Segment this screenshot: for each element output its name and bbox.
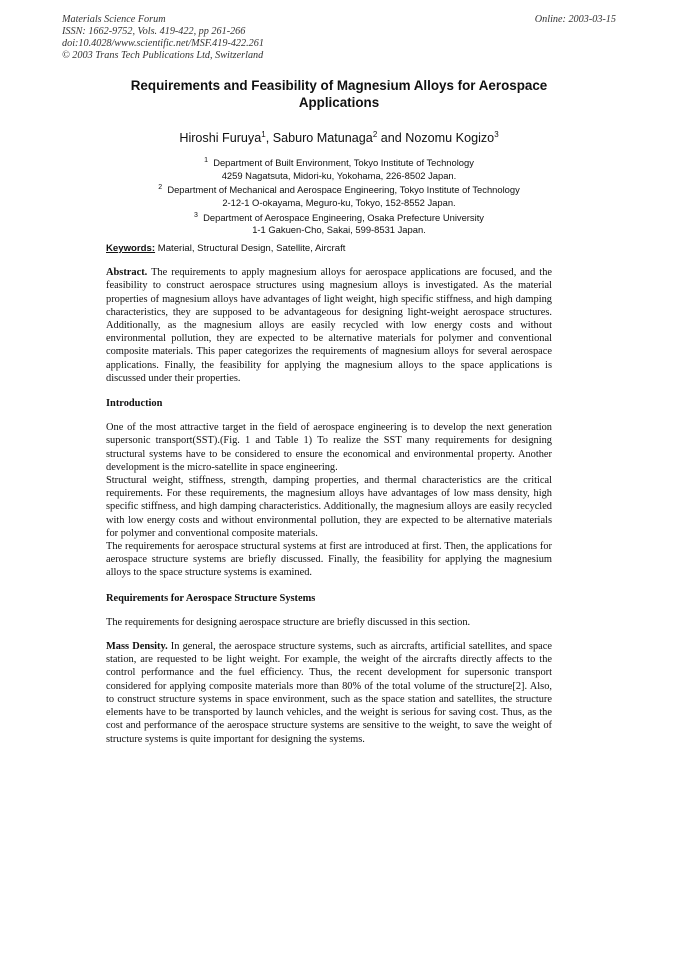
author-affil-mark: 1 bbox=[261, 130, 266, 139]
affiliation-dept bbox=[0, 182, 678, 197]
paper-body bbox=[106, 242, 552, 746]
journal-name: Materials Science Forum bbox=[62, 14, 166, 25]
section-heading-requirements: Requirements for Aerospace Structure Systems bbox=[106, 592, 316, 604]
mass-density-text: In general, the aerospace structure systems, such as aircrafts, artificial satellites, and space station, are requested to be light weight. For example, the weight of the aircrafts directly affects to the control performance and the fuel efficiency. Thus, the recent development for supersonic transport considered for applying composite materials more than 80% of the total volume of the structure[2]. Also, to construct structure systems in space environment, such as the space station and satellites, the structure elements have to be transported by launch vehicles, and the weight is serious for saving cost. Thus, as the cost and performance of the aerospace structure systems are sensitive to the weight, to save the weight of structure systems is quite important for designing the systems. bbox=[106, 641, 552, 745]
title-line-2: Applications bbox=[298, 95, 380, 110]
doi-line[interactable]: doi:10.4028/www.scientific.net/MSF.419-422.261 bbox=[62, 38, 264, 49]
affiliation-dept-text: Department of Aerospace Engineering, Osaka Prefecture University bbox=[203, 211, 484, 223]
author-list bbox=[0, 130, 678, 145]
affiliation-dept-text: Department of Built Environment, Tokyo Institute of Technology bbox=[213, 157, 474, 169]
journal-header bbox=[62, 14, 264, 62]
mass-density-label: Mass Density. bbox=[106, 641, 168, 653]
title-line-1: Requirements and Feasibility of Magnesium Alloys for Aerospace bbox=[130, 78, 548, 93]
affiliation-address: 1-1 Gakuen-Cho, Sakai, 599-8531 Japan. bbox=[252, 224, 426, 236]
issn-line: ISSN: 1662-9752, Vols. 419-422, pp 261-266 bbox=[62, 26, 246, 37]
affiliation-dept bbox=[0, 210, 678, 225]
intro-paragraph-1: One of the most attractive target in the field of aerospace engineering is to develop the next generation supersonic transport(SST).(Fig. 1 and Table 1) To realize the SST many requirements for designing structural systems have to be considered to ensure the economical and environmental property. Another development is the micro-satellite in space engineering. bbox=[106, 422, 552, 473]
intro-paragraph-2: Structural weight, stiffness, strength, damping properties, and thermal characteristics are the critical requirements. For these requirements, the magnesium alloys have advantages of low mass density, high specific stiffness, and high damping characteristics. Additionally, the magnesium alloys are easily recycled with low energy costs and without environmental pollution, they are expected to be alternative materials for polymer and conventional composite materials. bbox=[106, 475, 552, 539]
author-name: Hiroshi Furuya bbox=[179, 131, 262, 146]
author-name: Nozomu Kogizo bbox=[405, 131, 495, 146]
intro-paragraph-3: The requirements for aerospace structural systems at first are introduced at first. Then, the applications for aerospace structure systems are briefly discussed. Finally, the feasibility for applying the magnesium alloys to the space structure systems is examined. bbox=[106, 541, 552, 579]
paragraph-gap bbox=[106, 629, 552, 640]
abstract bbox=[106, 266, 552, 385]
section-heading-introduction: Introduction bbox=[106, 398, 163, 410]
author-separator: and bbox=[377, 131, 406, 146]
affiliation-number: 3 bbox=[194, 211, 198, 219]
affiliation-dept-text: Department of Mechanical and Aerospace Engineering, Tokyo Institute of Technology bbox=[167, 184, 520, 196]
author-affil-mark: 3 bbox=[494, 130, 499, 139]
keywords-label: Keywords: bbox=[106, 243, 156, 254]
affiliation-address: 2-12-1 O-okayama, Meguro-ku, Tokyo, 152-8552 Japan. bbox=[222, 197, 456, 209]
copyright-line: © 2003 Trans Tech Publications Ltd, Switzerland bbox=[62, 50, 264, 61]
requirements-paragraph: The requirements for designing aerospace structure are briefly discussed in this section. bbox=[106, 616, 471, 628]
affiliation-address: 4259 Nagatsuta, Midori-ku, Yokohama, 226-8502 Japan. bbox=[221, 169, 457, 181]
keywords-text: Material, Structural Design, Satellite, Aircraft bbox=[155, 243, 346, 254]
abstract-label: Abstract. bbox=[106, 267, 148, 279]
online-date: Online: 2003-03-15 bbox=[534, 14, 616, 25]
affiliation-dept bbox=[0, 155, 678, 170]
mass-density-paragraph bbox=[106, 640, 552, 746]
paper-title bbox=[100, 77, 578, 111]
author-separator: , bbox=[265, 131, 273, 146]
author-name: Saburo Matunaga bbox=[272, 131, 373, 146]
affiliation-number: 2 bbox=[158, 184, 163, 192]
abstract-text: The requirements to apply magnesium alloys for aerospace applications are focused, and the feasibility to construct aerospace structures using magnesium alloys is investigated. As the material properties of magnesium alloys have advantages of light weight, high specific stiffness, and high damping characteristics, they are supposed to be advantageous for designing light-weight aerospace structures. Additionally, as the magnesium alloys are easily recycled with low energy costs and without environmental pollution, they are expected to be alternative materials for polymer and conventional composite materials. This paper categorizes the requirements of magnesium alloys for several aerospace applications. Finally, the feasibility for applying the magnesium alloys to the space applications is discussed under their properties. bbox=[106, 267, 552, 384]
affiliation-number: 1 bbox=[204, 157, 208, 164]
keywords bbox=[106, 242, 552, 255]
affiliations bbox=[0, 155, 678, 237]
author-affil-mark: 2 bbox=[372, 130, 378, 139]
